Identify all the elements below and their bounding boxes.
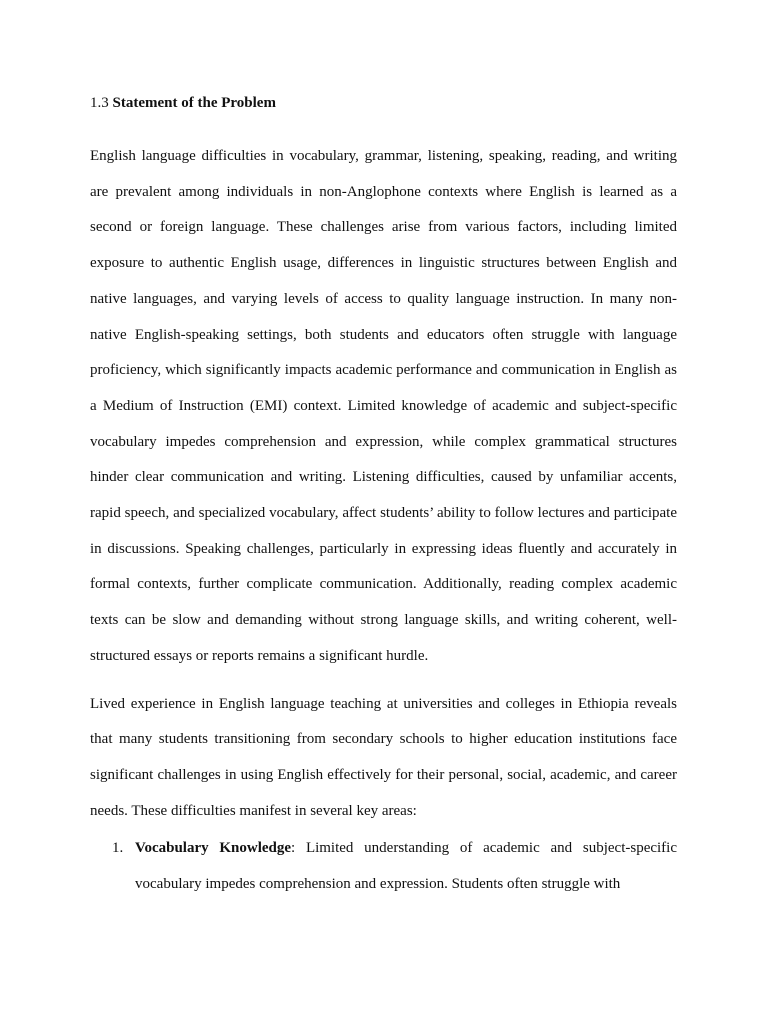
list-item-separator: : xyxy=(291,840,296,857)
list-item-text: Limited understanding of academic and subject-specific vocabulary impedes comprehension and expression. Students often struggle with xyxy=(135,840,677,893)
paragraph-language-difficulties: English language difficulties in vocabulary, grammar, listening, speaking, reading, and writing are prevalent among individuals in non-Anglophone contexts where English is learned as a second or foreign language. These challenges arise from various factors, including limited exposure to authentic English usage, differences in linguistic structures between English and native languages, and varying levels of access to quality language instruction. In many non-native English-speaking settings, both students and educators often struggle with language proficiency, which significantly impacts academic performance and communication in English as a Medium of Instruction (EMI) context. Limited knowledge of academic and subject-specific vocabulary impedes comprehension and expression, while complex grammatical structures hinder clear communication and writing. Listening difficulties, caused by unfamiliar accents, rapid speech, and specialized vocabulary, affect students’ ability to follow lectures and participate in discussions. Speaking challenges, particularly in expressing ideas fluently and accurately in formal contexts, further complicate communication. Additionally, reading complex academic texts can be slow and demanding without strong language skills, and writing coherent, well-structured essays or reports remains a significant hurdle. xyxy=(90,148,677,664)
difficulty-list xyxy=(90,831,677,902)
section-number: 1.3 xyxy=(90,95,109,111)
paragraph-lived-experience: Lived experience in English language teaching at universities and colleges in Ethiopia reveals that many students transitioning from secondary schools to higher education institutions face significant challenges in using English effectively for their personal, social, academic, and career needs. These difficulties manifest in several key areas: xyxy=(90,695,677,819)
section-heading xyxy=(90,91,677,115)
list-item-term: Vocabulary Knowledge xyxy=(135,840,292,857)
section-title: Statement of the Problem xyxy=(112,95,276,111)
list-item-number: 1. xyxy=(112,840,124,857)
list-item-vocabulary xyxy=(90,831,677,902)
document-body xyxy=(90,91,677,903)
